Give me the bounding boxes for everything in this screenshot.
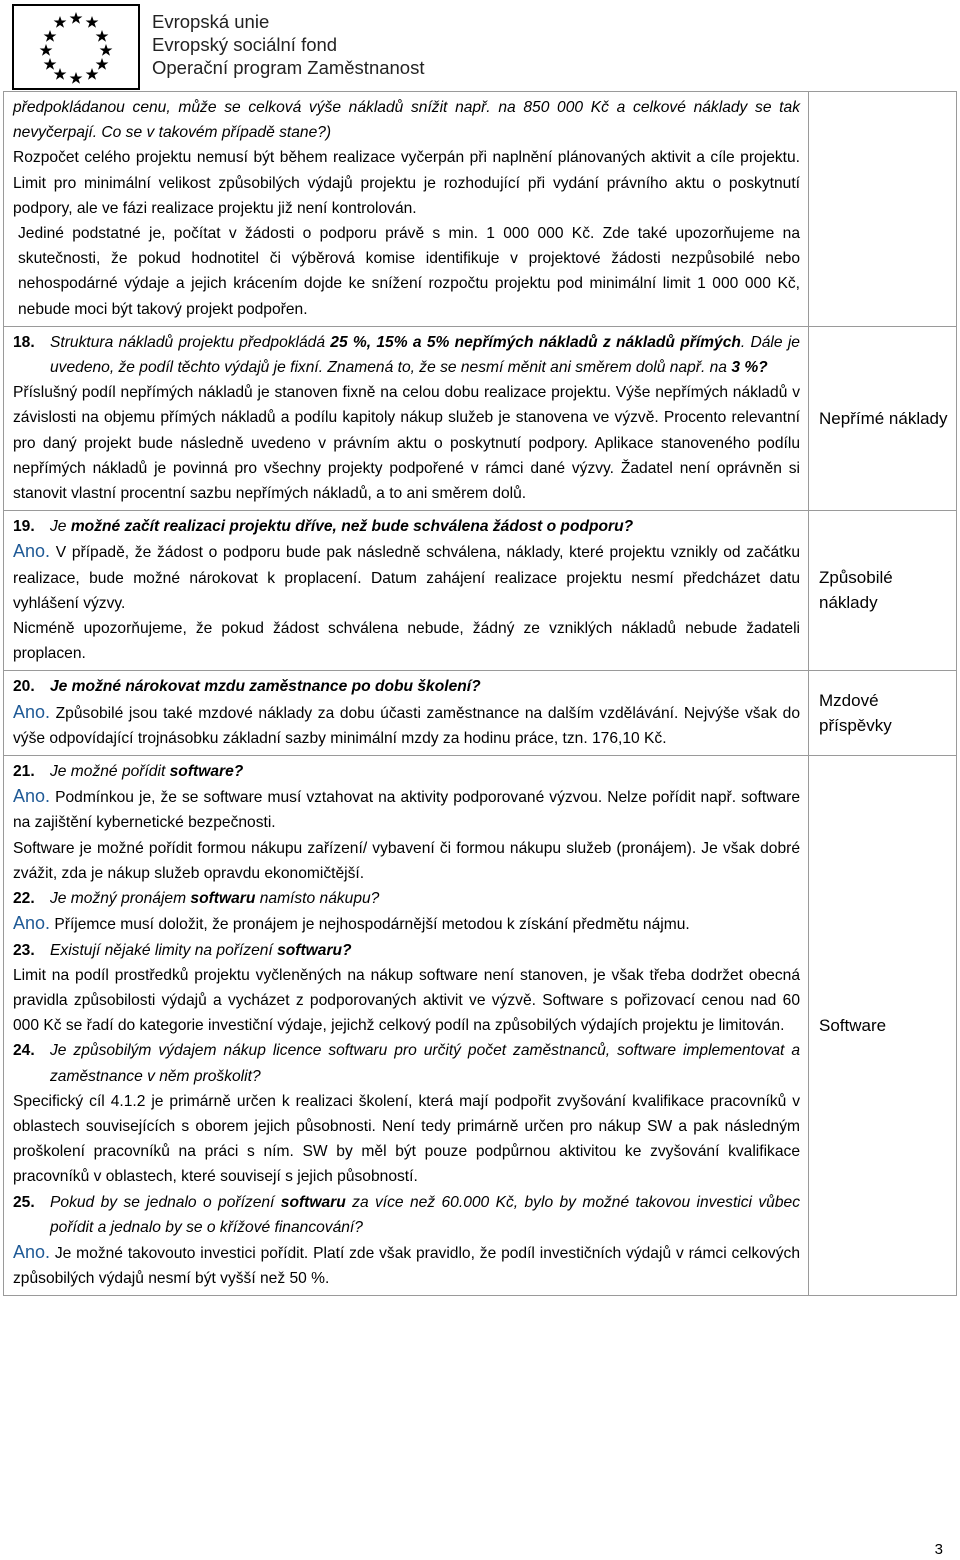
answer-part: Podmínkou je, že se software musí vztahovat na aktivity podporované výzvou. Nelze pořídit např. software na zajištění kybernetické bezpečnosti.: [13, 789, 800, 832]
question-number: 21.: [13, 763, 35, 781]
question-emphasis: 25 %, 15% a 5% nepřímých nákladů z nákladů přímých: [330, 333, 741, 351]
content-cell: [4, 671, 809, 756]
page-number: 3: [934, 1541, 943, 1558]
answer-text: Specifický cíl 4.1.2 je primárně určen k realizaci školení, která mají podpořit zvyšování kvalifikace pracovníků v oblastech souvisejících s oborem jejich působnosti. Není tedy primárně určen pro nákup SW a pak následným proškolení pracovníků na práci s ním. SW by měl být pouze podpůrnou aktivitou ke zvyšování kvalifikace pracovníků v oblastech, které souvisejí s jejich působností.: [13, 1092, 800, 1186]
question-text: [50, 674, 800, 699]
question-20: [13, 674, 800, 699]
answer-text: [13, 911, 800, 937]
answer-part: Příjemce musí doložit, že pronájem je nejhospodárnější metodou k získání předmětu nájmu.: [50, 916, 690, 934]
question-25: [13, 1190, 800, 1240]
question-text: [50, 514, 800, 539]
content-cell: [4, 92, 809, 327]
question-emphasis: softwaru: [280, 1193, 346, 1211]
table-row: [4, 92, 957, 327]
answer-text: Limit na podíl prostředků projektu vyčleněných na nákup software není stanoven, je však třeba dodržet obecná pravidla způsobilosti výdajů a vycházet z podporovaných aktivit ve výzvě. Software s pořizovací cenou nad 60 000 Kč se řadí do kategorie investiční výdaje, jejichž celkový podíl na způsobilých výdajích projektu je limitován.: [13, 966, 800, 1035]
content-cell: [4, 511, 809, 671]
org-line-2: Evropský sociální fond: [152, 34, 338, 55]
question-number: 18.: [13, 333, 35, 351]
question-part: za více než 60.000 Kč, bylo by možné takovou investici vůbec pořídit a jednalo by se o křížové financování?: [50, 1193, 800, 1236]
question-part: Struktura nákladů projektu předpokládá: [50, 333, 331, 351]
question-emphasis: 3 %?: [731, 359, 768, 377]
org-line-1: Evropská unie: [152, 11, 270, 32]
answer-text: [13, 539, 800, 616]
faq-table: [3, 91, 957, 1296]
question-emphasis: softwaru: [190, 890, 256, 908]
category-cell: [809, 92, 957, 327]
page-header: [12, 4, 425, 90]
table-row: [4, 756, 957, 1296]
question-text: [50, 886, 800, 911]
question-emphasis: možné začít realizaci projektu dříve, než bude schválena žádost o podporu?: [70, 518, 634, 536]
question-emphasis: software?: [169, 763, 244, 781]
question-23: [13, 938, 800, 963]
answer-text: Software je možné pořídit formou nákupu zařízení/ vybavení či formou nákupu služeb (pronájem). Je však dobré zvážit, zda je nákup služeb opravdu ekonomičtější.: [13, 839, 800, 882]
answer-text: Jediné podstatné je, počítat v žádosti o podporu právě s min. 1 000 000 Kč. Zde také upozorňujeme na skutečnosti, že pokud hodnotitel či výběrová komise identifikuje v projektové žádosti nezpůsobilé nebo nehospodárné výdaje a jejich krácením dojde ke snížení rozpočtu projektu pod minimální limit 1 000 000 Kč, nebude moci být takový projekt podpořen.: [18, 225, 800, 318]
answer-part: Je možné takovouto investici pořídit. Platí zde však pravidlo, že podíl investičních výdajů v rámci celkových způsobilých výdajů nesmí být vyšší než 50 %.: [13, 1244, 800, 1288]
question-21: [13, 759, 800, 784]
question-text: [50, 330, 800, 380]
question-24: [13, 1038, 800, 1088]
category-cell: Software: [809, 756, 957, 1296]
ano-label: Ano.: [13, 1241, 51, 1262]
question-part: Je možný pronájem: [50, 890, 191, 908]
question-number: 19.: [13, 518, 35, 536]
question-19: [13, 514, 800, 539]
question-part: Je možné pořídit: [50, 763, 170, 781]
question-text: [50, 938, 800, 963]
ano-label: Ano.: [13, 786, 51, 807]
question-emphasis: softwaru?: [277, 941, 352, 959]
organization-name: [152, 10, 425, 79]
question-part: Je: [50, 518, 71, 536]
answer-part: V případě, že žádost o podporu bude pak následně schválena, náklady, které projektu vznikly od začátku realizace, bude možné nárokovat k proplacení. Datum zahájení realizace projektu nesmí předcházet datu vyhlášení výzvy.: [13, 544, 800, 612]
ano-label: Ano.: [13, 541, 51, 562]
answer-text: Rozpočet celého projektu nemusí být během realizace vyčerpán při naplnění plánovaných aktivit a cíle projektu. Limit pro minimální velikost způsobilých výdajů projektu je rozhodující při vydání právního aktu o poskytnutí podpory, ale ve fázi realizace projektu již není kontrolován.: [13, 149, 800, 217]
question-part: namísto nákupu?: [255, 890, 380, 908]
answer-text: [13, 784, 800, 835]
question-22: [13, 886, 800, 911]
question-number: 22.: [13, 890, 35, 908]
table-row: [4, 511, 957, 671]
question-number: 25.: [13, 1193, 35, 1211]
answer-part: Způsobilé jsou také mzdové náklady za dobu účasti zaměstnance na dalším vzdělávání. Nejvýše však do výše odpovídající trojnásobku základní sazby minimální mzdy za hodinu práce, tzn. 176,10 Kč.: [13, 704, 800, 747]
question-part: Pokud by se jednalo o pořízení: [50, 1193, 281, 1211]
answer-text: Nicméně upozorňujeme, že pokud žádost schválena nebude, žádný ze vzniklých nákladů nebude žadateli proplacen.: [13, 620, 800, 663]
category-cell: Způsobilé náklady: [809, 511, 957, 671]
table-row: [4, 326, 957, 510]
question-text: [50, 759, 800, 784]
question-number: 24.: [13, 1042, 35, 1060]
answer-text: Příslušný podíl nepřímých nákladů je stanoven fixně na celou dobu realizace projektu. Výše nepřímých nákladů v závislosti na objemu přímých nákladů a podílu kapitoly nákup služeb je stanovena ve výzvě. Procento relevantní pro daný projekt bude následně uvedeno v právním aktu o poskytnutí podpory. Aplikace stanoveného podílu nepřímých nákladů je povinná pro všechny projekty podpořené v rámci dané výzvy. Žadatel není oprávněn si stanovit vlastní procentní sazbu nepřímých nákladů, a to ani směrem dolů.: [13, 384, 800, 503]
table-row: [4, 671, 957, 756]
answer-text: [13, 700, 800, 751]
question-number: 20.: [13, 678, 35, 696]
question-part: Existují nějaké limity na pořízení: [50, 941, 278, 959]
question-18: [13, 330, 800, 380]
question-part: . Dále je uvedeno, že podíl těchto výdajů je fixní. Znamená to, že se nesmí měnit ani směrem dolů např. na: [50, 333, 800, 377]
eu-flag-logo: [12, 4, 140, 90]
content-cell: [4, 756, 809, 1296]
question-number: 23.: [13, 941, 35, 959]
eu-stars-icon: [14, 6, 138, 88]
content-cell: [4, 326, 809, 510]
category-cell: Nepřímé náklady: [809, 326, 957, 510]
org-line-3: Operační program Zaměstnanost: [152, 57, 425, 78]
ano-label: Ano.: [13, 701, 51, 722]
question-text: [50, 1190, 800, 1240]
question-text: Je způsobilým výdajem nákup licence softwaru pro určitý počet zaměstnanců, software implementovat a zaměstnance v něm proškolit?: [50, 1042, 800, 1085]
question-continuation: předpokládanou cenu, může se celková výše nákladů snížit např. na 850 000 Kč a celkové náklady se tak nevyčerpají. Co se v takovém případě stane?): [13, 99, 800, 142]
question-emphasis: Je možné nárokovat mzdu zaměstnance po dobu školení?: [50, 678, 481, 696]
category-cell: Mzdové příspěvky: [809, 671, 957, 756]
answer-text: [13, 1240, 800, 1291]
ano-label: Ano.: [13, 913, 51, 934]
